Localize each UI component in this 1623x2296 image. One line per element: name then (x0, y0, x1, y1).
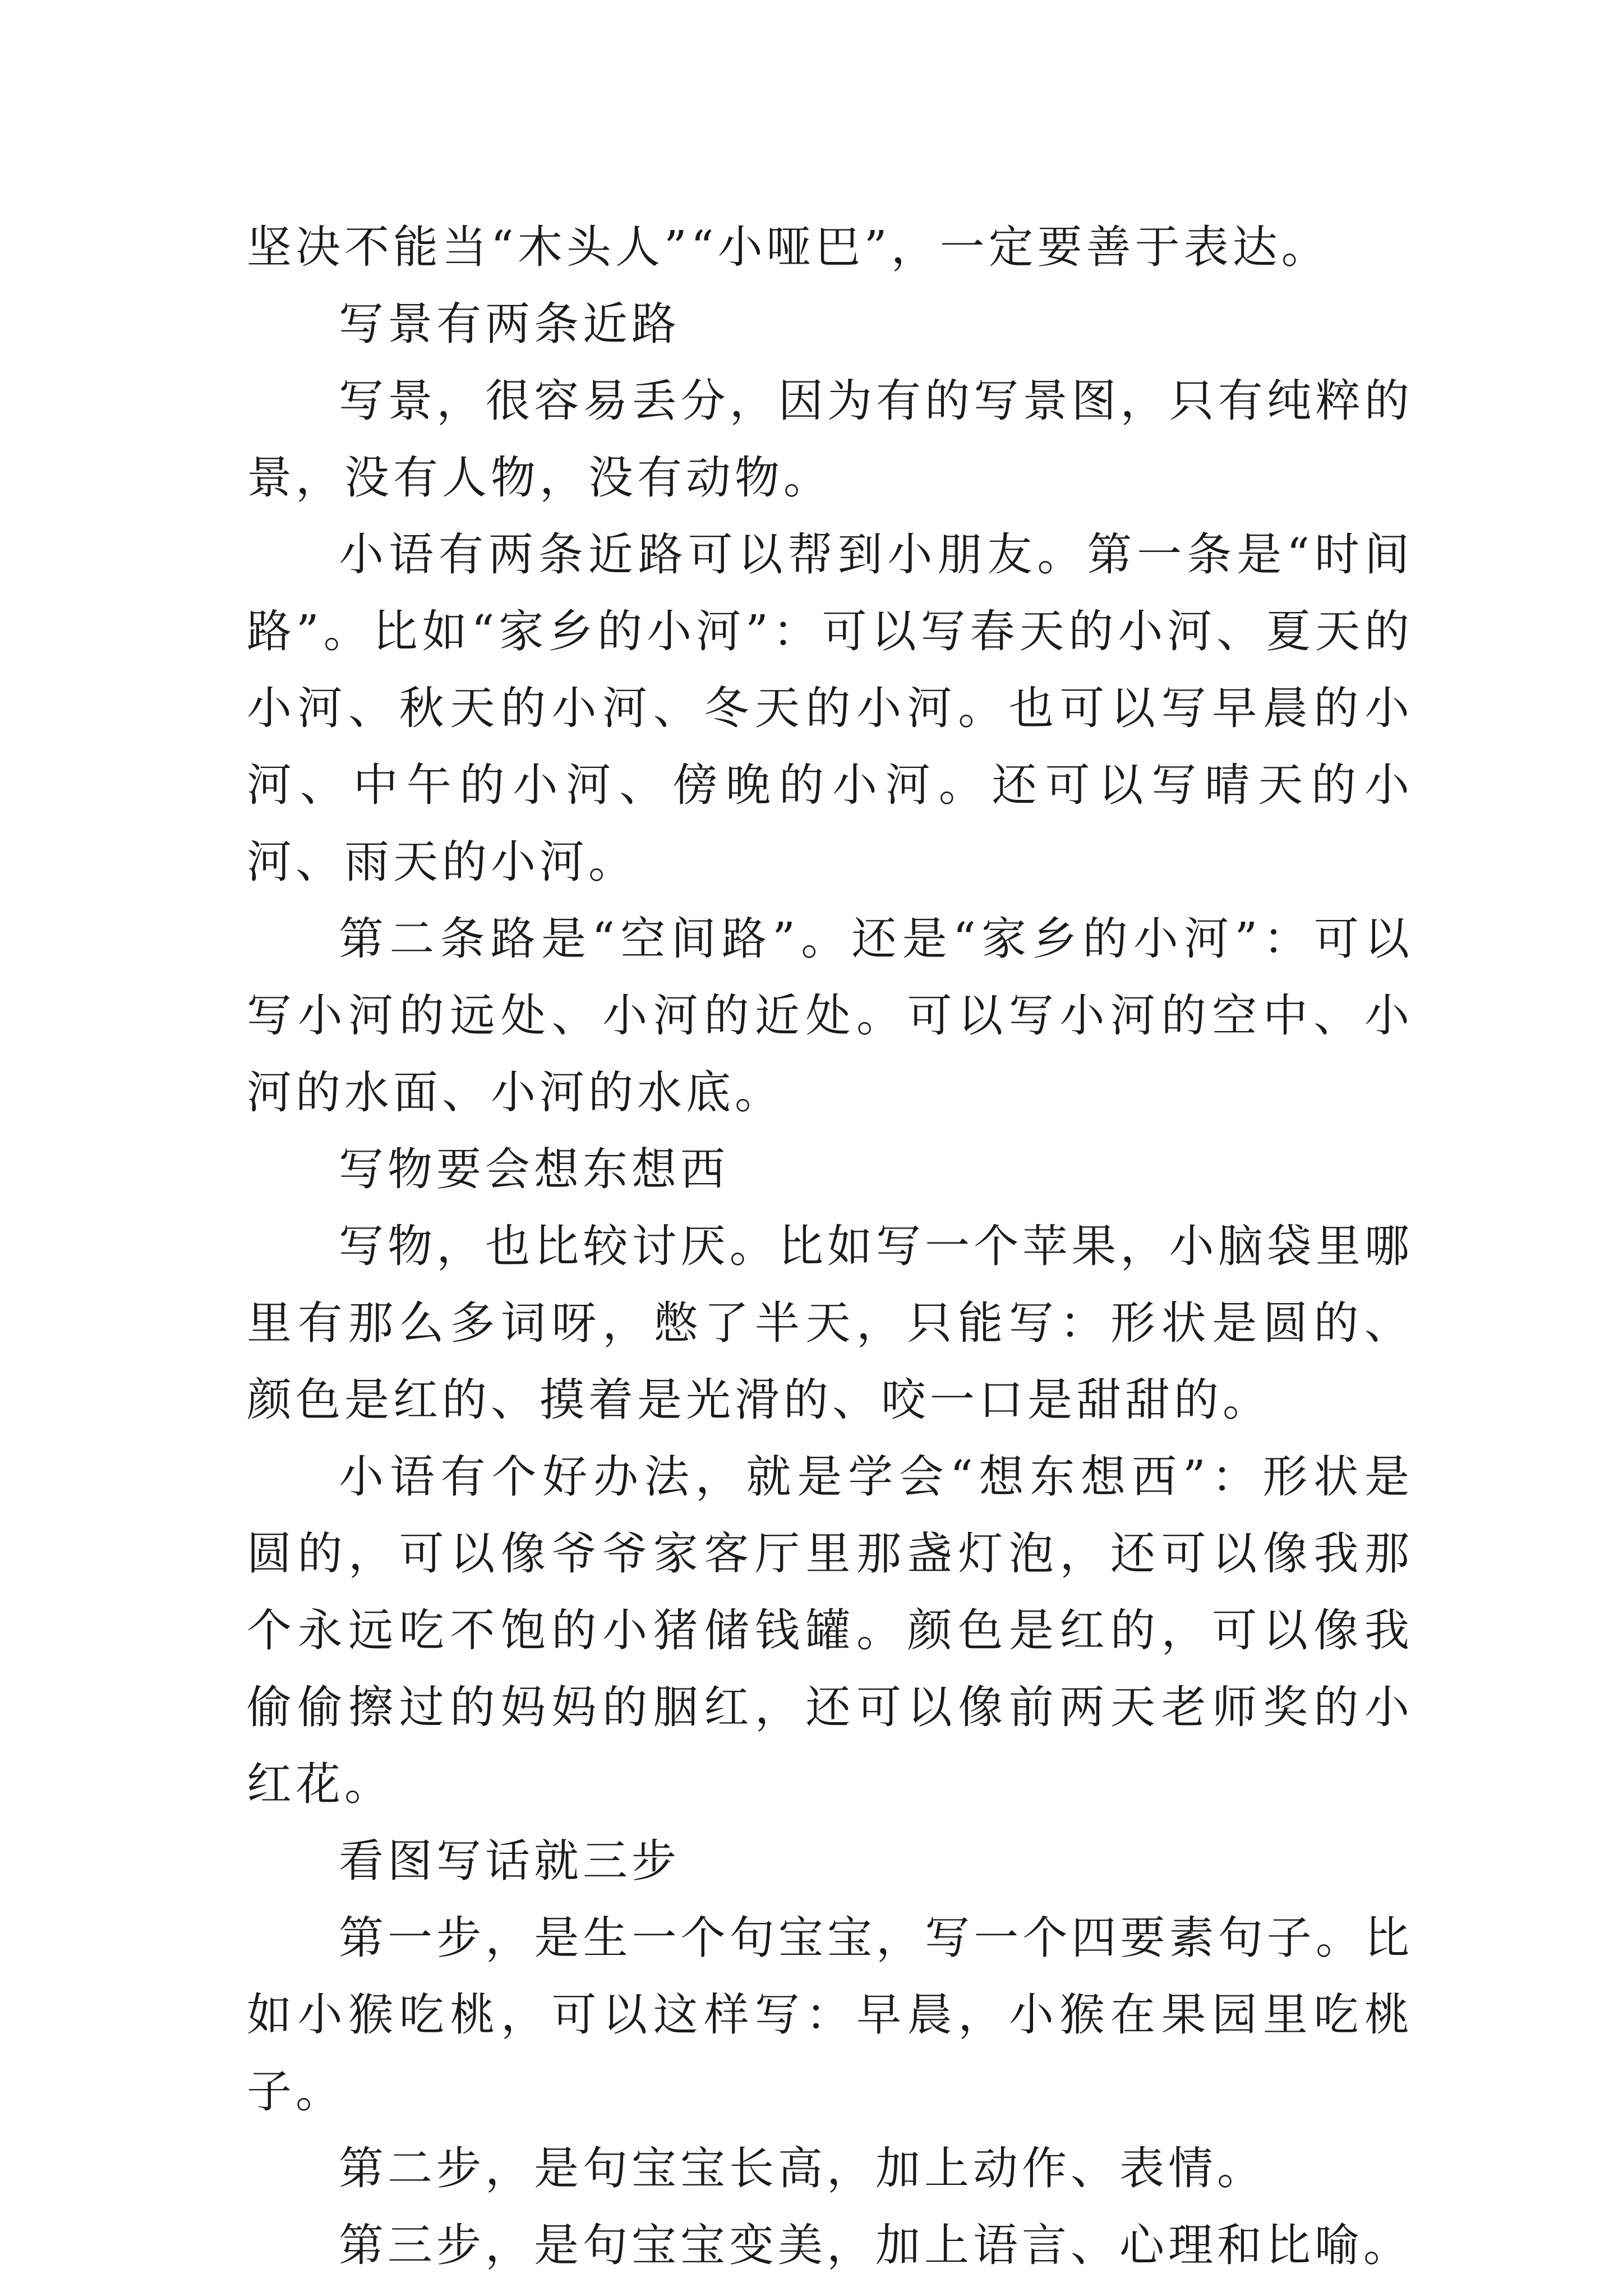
paragraph: 第二步，是句宝宝长高，加上动作、表情。 (339, 2142, 1266, 2194)
paragraph-continuation: 坚决不能当“木头人”“小哑巴”，一定要善于表达。 (247, 221, 1330, 273)
paragraph: 第一步，是生一个句宝宝，写一个四要素句子。比如小猴吃桃，可以这样写：早晨，小猴在果园里吃桃子。 (247, 1912, 1413, 2118)
section-heading-three-steps: 看图写话就三步 (339, 1835, 680, 1887)
paragraph: 小语有个好办法，就是学会“想东想西”：形状是圆的，可以像爷爷家客厅里那盏灯泡，还可以像我那个永远吃不饱的小猪储钱罐。颜色是红的，可以像我偷偷擦过的妈妈的胭红，还可以像前两天老师奖的小红花。 (247, 1451, 1413, 1810)
section-heading-scenery: 写景有两条近路 (339, 298, 680, 350)
paragraph: 写景，很容易丢分，因为有的写景图，只有纯粹的景，没有人物，没有动物。 (247, 375, 1413, 504)
section-heading-objects: 写物要会想东想西 (339, 1143, 729, 1195)
paragraph: 第二条路是“空间路”。还是“家乡的小河”：可以写小河的远处、小河的近处。可以写小河的空中、小河的水面、小河的水底。 (247, 913, 1413, 1119)
paragraph: 第三步，是句宝宝变美，加上语言、心理和比喻。 (339, 2219, 1412, 2271)
paragraph: 写物，也比较讨厌。比如写一个苹果，小脑袋里哪里有那么多词呀，憋了半天，只能写：形状是圆的、颜色是红的、摸着是光滑的、咬一口是甜甜的。 (247, 1220, 1413, 1426)
document-body (247, 209, 1413, 2284)
paragraph: 小语有两条近路可以帮到小朋友。第一条是“时间路”。比如“家乡的小河”：可以写春天的小河、夏天的小河、秋天的小河、冬天的小河。也可以写早晨的小河、中午的小河、傍晚的小河。还可以写晴天的小河、雨天的小河。 (247, 528, 1413, 888)
